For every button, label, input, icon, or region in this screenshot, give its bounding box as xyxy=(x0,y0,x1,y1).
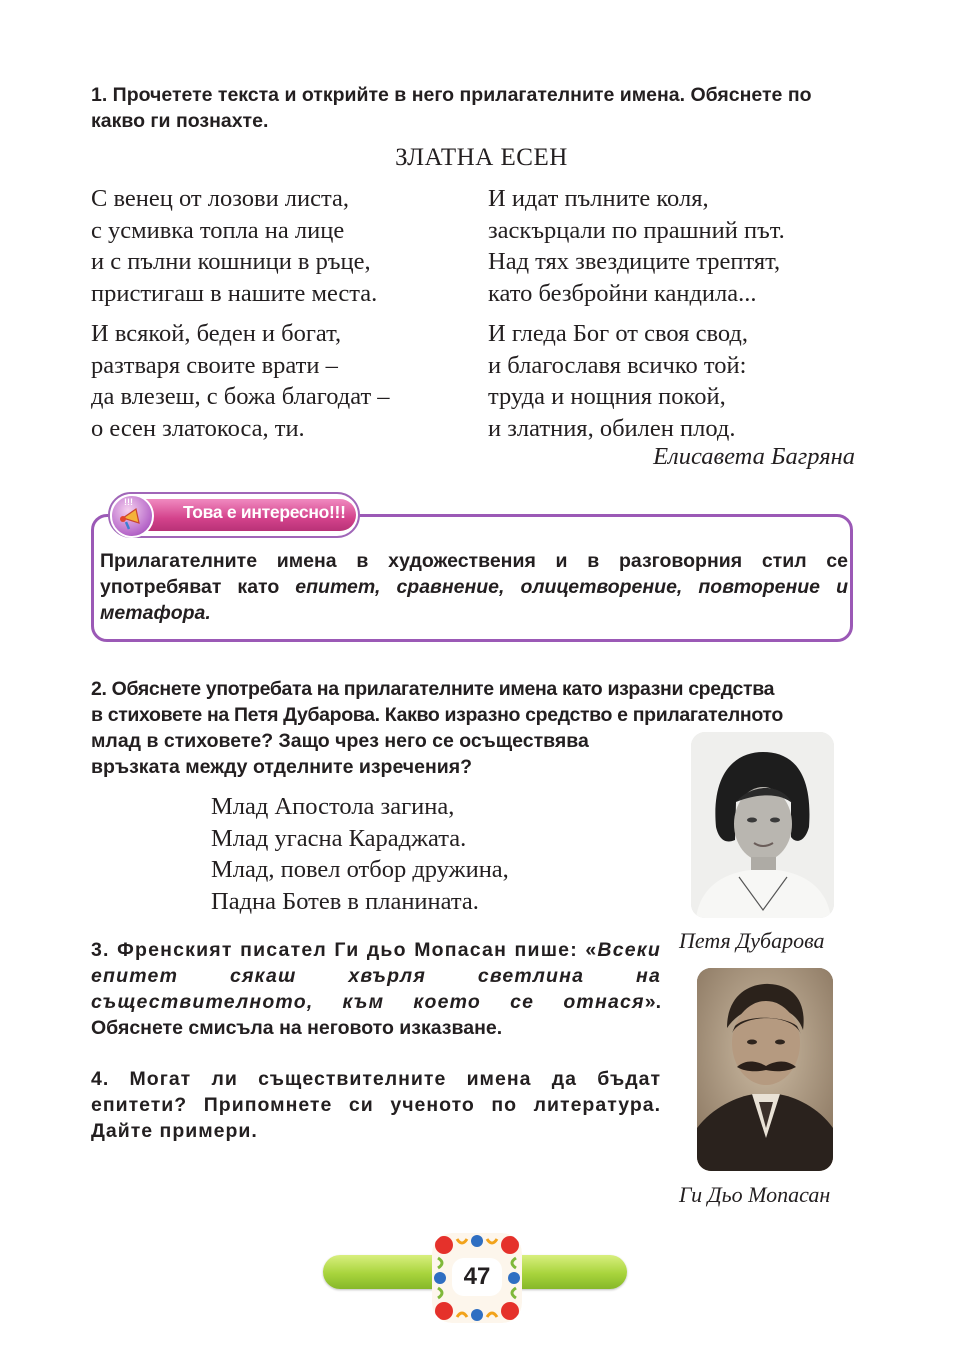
info-text-italic: епитет, сравнение, олицетворение, повторение и метафора. xyxy=(100,576,848,624)
dubarova-caption: Петя Дубарова xyxy=(679,928,825,953)
stanza-4 xyxy=(488,318,748,444)
task-2-line: в стиховете на Петя Дубарова. Какво изразно средство е прилагателното xyxy=(91,704,783,726)
poem-line: Млад Апостола загина, xyxy=(211,793,455,820)
badge-exclamation-marks: !!! xyxy=(124,497,133,507)
poem-line: и златния, обилен плод. xyxy=(488,414,736,442)
poem-line: с усмивка топла на лице xyxy=(91,216,345,244)
poem-line: Над тях звездиците трептят, xyxy=(488,248,781,275)
poem-line: разтваря своите врати – xyxy=(91,351,338,379)
task-3-lead: 3. Френският писател Ги дьо Мопасан пише: « xyxy=(91,939,598,961)
maupassant-portrait-image xyxy=(697,968,833,1171)
poem-line: Млад, повел отбор дружина, xyxy=(211,856,509,883)
maupassant-caption: Ги Дьо Мопасан xyxy=(679,1182,831,1207)
task-1 xyxy=(91,82,861,134)
info-text xyxy=(100,548,848,626)
poem-line: С венец от лозови листа, xyxy=(91,185,350,212)
poem-title: ЗЛАТНА ЕСЕН xyxy=(395,144,568,171)
poem-line: труда и нощния покой, xyxy=(488,383,726,410)
poem-line: Падна Ботев в планината. xyxy=(211,887,479,915)
task-3-quote: Всеки епитет сякаш хвърля светлина на съществителното, към което се отнася xyxy=(91,939,661,1013)
poem-line: като безбройни кандила... xyxy=(488,279,757,307)
poem-line: да влезеш, с божа благодат – xyxy=(91,383,390,410)
poem-author: Елисавета Багряна xyxy=(653,443,855,470)
dubarova-portrait xyxy=(691,732,834,918)
maupassant-portrait xyxy=(697,968,833,1171)
poem-line: И всякой, беден и богат, xyxy=(91,320,342,347)
task-2-line: млад в стиховете? Защо чрез него се осъществява xyxy=(91,730,589,752)
stanza-2 xyxy=(488,183,785,309)
poem-line: и благославя всичко той: xyxy=(488,351,747,379)
task-2-line: 2. Обяснете употребата на прилагателните имена като изразни средства xyxy=(91,678,775,700)
poem-line: И гледа Бог от своя свод, xyxy=(488,320,748,347)
poem-line: пристигаш в нашите места. xyxy=(91,279,378,307)
poem-line: и с пълни кошници в ръце, xyxy=(91,248,371,275)
poem-line: о есен златокоса, ти. xyxy=(91,414,305,442)
page-number: 47 xyxy=(452,1258,502,1296)
task-4-text: 4. Могат ли съществителните имена да бъдат епитети? Припомнете си ученото по литература. Дайте примери. xyxy=(91,1068,661,1142)
stanza-3 xyxy=(91,318,390,444)
task-1-text: 1. Прочетете текста и открийте в него прилагателните имена. Обяснете по какво ги познахте. xyxy=(91,84,812,132)
poem-line: заскърцали по прашний път. xyxy=(488,216,785,244)
poem-line: И идат пълните коля, xyxy=(488,185,709,212)
dubarova-portrait-image xyxy=(691,732,834,918)
poem-dubarova xyxy=(211,791,509,917)
task-3-tail: ». Обяснете смисъла на неговото изказване. xyxy=(91,991,661,1039)
poem-line: Млад угасна Караджата. xyxy=(211,824,467,852)
stanza-1 xyxy=(91,183,377,309)
task-3 xyxy=(91,937,661,1041)
info-text-normal: Прилагателните имена в художествения и в разговорния стил се употребяват като xyxy=(100,550,848,598)
info-badge-label: Това е интересно!!! xyxy=(183,502,346,522)
task-2-line: връзката между отделните изречения? xyxy=(91,756,473,778)
task-4 xyxy=(91,1066,661,1144)
